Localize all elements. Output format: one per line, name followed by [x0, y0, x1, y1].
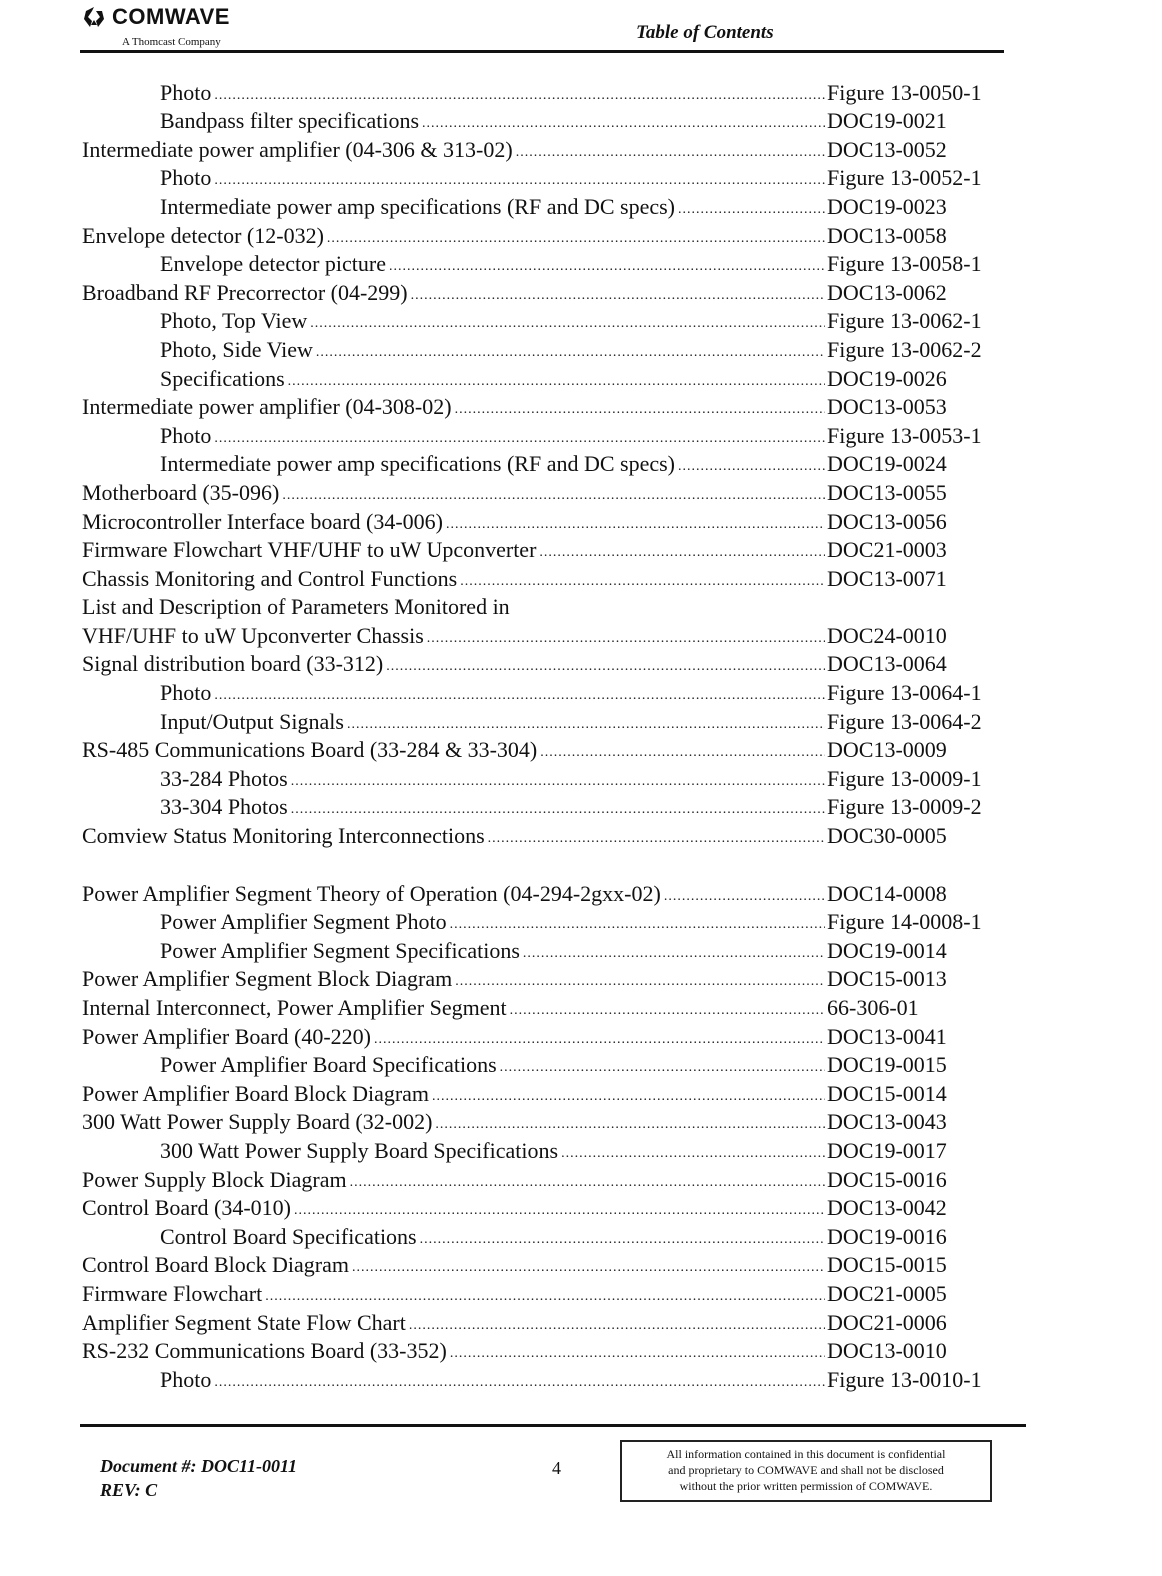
dot-leader [374, 1031, 825, 1049]
toc-entry-reference: DOC19-0016 [827, 1223, 947, 1249]
dot-leader [294, 1202, 825, 1220]
dot-leader [310, 315, 825, 333]
toc-entry-reference: DOC19-0017 [827, 1137, 947, 1163]
toc-entry-title: Broadband RF Precorrector (04-299) [82, 281, 411, 305]
toc-entry [0, 1134, 1007, 1163]
company-logo [82, 4, 230, 30]
dot-leader [386, 658, 825, 676]
toc-entry-reference: Figure 14-0008-1 [827, 909, 982, 935]
toc-entry-reference: DOC13-0056 [827, 508, 947, 534]
section-gap [0, 848, 1162, 877]
toc-entry-title: Photo [160, 681, 214, 705]
confidentiality-notice [620, 1440, 992, 1502]
toc-entry-title: RS-485 Communications Board (33-284 & 33-304) [82, 738, 540, 762]
dot-leader [539, 544, 825, 562]
toc-entry-reference: DOC13-0058 [827, 222, 947, 248]
toc-entry-title: Photo [160, 166, 214, 190]
dot-leader [432, 1088, 825, 1106]
dot-leader [352, 1259, 825, 1277]
toc-entry-reference: DOC13-0010 [827, 1338, 947, 1364]
page-number: 4 [552, 1458, 561, 1478]
toc-section-2 [0, 877, 1162, 1392]
toc-entry-reference: DOC13-0071 [827, 565, 947, 591]
toc-entry-reference: DOC19-0024 [827, 451, 947, 477]
toc-entry-title: Power Amplifier Board Specifications [160, 1053, 500, 1077]
toc-entry [0, 1249, 1007, 1278]
dot-leader [214, 172, 825, 190]
dot-leader [427, 630, 825, 648]
toc-entry-title: Internal Interconnect, Power Amplifier Segment [82, 996, 510, 1020]
dot-leader [214, 1374, 825, 1392]
toc-entry-reference: DOC19-0015 [827, 1052, 947, 1078]
toc-entry-title: Power Amplifier Segment Theory of Operation (04-294-2gxx-02) [82, 882, 664, 906]
toc-entry [0, 591, 1007, 620]
toc-entry [0, 219, 1007, 248]
toc-entry-reference: Figure 13-0053-1 [827, 422, 982, 448]
toc-entry [0, 105, 1007, 134]
dot-leader [420, 1231, 825, 1249]
toc-entry-reference: DOC13-0041 [827, 1023, 947, 1049]
dot-leader [291, 773, 825, 791]
dot-leader [350, 1174, 825, 1192]
dot-leader [561, 1145, 825, 1163]
toc-entry-title: Power Amplifier Segment Photo [160, 910, 450, 934]
toc-entry-title: Envelope detector (12-032) [82, 224, 327, 248]
toc-entry-title: Firmware Flowchart VHF/UHF to uW Upconverter [82, 538, 539, 562]
toc-entry [0, 562, 1007, 591]
confidentiality-line: without the prior written permission of COMWAVE. [679, 1479, 933, 1493]
toc-entry [0, 619, 1007, 648]
dot-leader [455, 973, 825, 991]
toc-entry-title: 300 Watt Power Supply Board (32-002) [82, 1110, 435, 1134]
toc-entry-title: Intermediate power amp specifications (RF and DC specs) [160, 195, 678, 219]
toc-entry-reference: Figure 13-0064-1 [827, 680, 982, 706]
toc-entry-title: Power Amplifier Board (40-220) [82, 1025, 374, 1049]
page-title: Table of Contents [636, 22, 774, 43]
dot-leader [265, 1288, 825, 1306]
toc-entry-reference: Figure 13-0058-1 [827, 251, 982, 277]
dot-leader [411, 287, 825, 305]
toc-entry [0, 791, 1007, 820]
dot-leader [422, 115, 825, 133]
toc-entry-reference: DOC15-0014 [827, 1080, 947, 1106]
toc-entry-reference: Figure 13-0010-1 [827, 1366, 982, 1392]
toc-entry [0, 190, 1007, 219]
toc-entry [0, 476, 1007, 505]
dot-leader [316, 344, 825, 362]
toc-entry-reference: Figure 13-0052-1 [827, 165, 982, 191]
footer-divider [80, 1424, 1026, 1427]
toc-entry-reference: DOC13-0055 [827, 479, 947, 505]
toc-entry-title: 300 Watt Power Supply Board Specifications [160, 1139, 561, 1163]
toc-entry-title: 33-284 Photos [160, 767, 291, 791]
toc-entry [0, 1335, 1007, 1364]
toc-entry-title: Power Amplifier Board Block Diagram [82, 1082, 432, 1106]
dot-leader [389, 258, 825, 276]
toc-entry-title: Photo [160, 1368, 214, 1392]
toc-entry [0, 676, 1007, 705]
confidentiality-line: All information contained in this document is confidential [666, 1447, 946, 1461]
toc-entry-title: 33-304 Photos [160, 795, 291, 819]
toc-entry-reference: DOC13-0052 [827, 136, 947, 162]
toc-entry [0, 362, 1007, 391]
dot-leader [409, 1317, 825, 1335]
company-tagline: A Thomcast Company [122, 36, 221, 48]
dot-leader [214, 430, 825, 448]
toc-entry-reference: Figure 13-0050-1 [827, 79, 982, 105]
toc-entry-reference: Figure 13-0009-1 [827, 765, 982, 791]
toc-entry-reference: DOC19-0023 [827, 193, 947, 219]
dot-leader [214, 687, 825, 705]
dot-leader [288, 373, 825, 391]
toc-entry-title: Intermediate power amp specifications (RF and DC specs) [160, 452, 678, 476]
dot-leader [460, 573, 825, 591]
toc-entry-title: Input/Output Signals [160, 710, 347, 734]
dot-leader [455, 401, 825, 419]
toc-entry [0, 505, 1007, 534]
toc-entry-reference: DOC24-0010 [827, 622, 947, 648]
toc-entry-reference: DOC19-0026 [827, 365, 947, 391]
toc-entry-reference: DOC15-0015 [827, 1252, 947, 1278]
toc-entry-reference: DOC19-0021 [827, 108, 947, 134]
toc-entry-reference: DOC13-0064 [827, 651, 947, 677]
toc-entry [0, 333, 1007, 362]
toc-entry [0, 1306, 1007, 1335]
toc-entry [0, 419, 1007, 448]
toc-entry-title: Intermediate power amplifier (04-306 & 313-02) [82, 138, 516, 162]
toc-entry [0, 877, 1007, 906]
toc-entry-title: Control Board Specifications [160, 1225, 420, 1249]
toc-entry-title: Signal distribution board (33-312) [82, 652, 386, 676]
table-of-contents [0, 76, 1162, 1392]
toc-entry-title: Photo [160, 424, 214, 448]
toc-entry [0, 1277, 1007, 1306]
toc-entry [0, 705, 1007, 734]
toc-entry [0, 1106, 1007, 1135]
toc-entry [0, 1077, 1007, 1106]
toc-entry [0, 248, 1007, 277]
confidentiality-line: and proprietary to COMWAVE and shall not be disclosed [668, 1463, 944, 1477]
dot-leader [450, 1345, 825, 1363]
toc-entry-title: Bandpass filter specifications [160, 109, 422, 133]
dot-leader [664, 888, 825, 906]
toc-entry-reference: DOC21-0006 [827, 1309, 947, 1335]
dot-leader [435, 1116, 825, 1134]
toc-entry-title: Control Board (34-010) [82, 1196, 294, 1220]
toc-section-1 [0, 76, 1162, 848]
dot-leader [327, 230, 825, 248]
toc-entry [0, 76, 1007, 105]
toc-entry [0, 1049, 1007, 1078]
toc-entry [0, 1192, 1007, 1221]
toc-entry-reference: DOC15-0013 [827, 966, 947, 992]
toc-entry-title: Power Amplifier Segment Specifications [160, 939, 523, 963]
toc-entry [0, 1363, 1007, 1392]
comwave-logo-icon [82, 5, 106, 29]
toc-entry [0, 906, 1007, 935]
dot-leader [347, 716, 825, 734]
toc-entry [0, 1220, 1007, 1249]
toc-entry [0, 534, 1007, 563]
toc-entry [0, 963, 1007, 992]
dot-leader [488, 830, 825, 848]
toc-entry-title: Amplifier Segment State Flow Chart [82, 1311, 409, 1335]
toc-entry-title: List and Description of Parameters Monitored in [82, 595, 513, 619]
toc-entry-title: Motherboard (35-096) [82, 481, 282, 505]
toc-entry-title: Envelope detector picture [160, 252, 389, 276]
dot-leader [678, 201, 825, 219]
toc-entry [0, 1020, 1007, 1049]
toc-entry-title: Photo, Top View [160, 309, 310, 333]
toc-entry-reference: DOC15-0016 [827, 1166, 947, 1192]
dot-leader [540, 744, 825, 762]
toc-entry-title: VHF/UHF to uW Upconverter Chassis [82, 624, 427, 648]
document-info [100, 1454, 297, 1502]
toc-entry-reference: DOC14-0008 [827, 880, 947, 906]
toc-entry-reference: Figure 13-0064-2 [827, 708, 982, 734]
toc-entry-title: Specifications [160, 367, 288, 391]
toc-entry-title: Power Supply Block Diagram [82, 1168, 350, 1192]
toc-entry [0, 991, 1007, 1020]
toc-entry-title: Photo, Side View [160, 338, 316, 362]
toc-entry-reference: DOC19-0014 [827, 937, 947, 963]
toc-entry-reference: 66-306-01 [827, 995, 919, 1020]
toc-entry [0, 133, 1007, 162]
dot-leader [523, 945, 825, 963]
dot-leader [450, 916, 825, 934]
toc-entry [0, 162, 1007, 191]
toc-entry [0, 819, 1007, 848]
toc-entry-title: Control Board Block Diagram [82, 1253, 352, 1277]
toc-entry [0, 762, 1007, 791]
toc-entry [0, 734, 1007, 763]
toc-entry-reference: DOC21-0003 [827, 537, 947, 563]
toc-entry [0, 648, 1007, 677]
toc-entry-reference: Figure 13-0062-2 [827, 336, 982, 362]
toc-entry-title: Chassis Monitoring and Control Functions [82, 567, 460, 591]
dot-leader [500, 1059, 825, 1077]
toc-entry-title: Intermediate power amplifier (04-308-02) [82, 395, 455, 419]
toc-entry [0, 1163, 1007, 1192]
toc-entry-reference: DOC13-0009 [827, 737, 947, 763]
toc-entry-title: Power Amplifier Segment Block Diagram [82, 967, 455, 991]
dot-leader [291, 801, 825, 819]
toc-entry-reference: DOC13-0043 [827, 1109, 947, 1135]
toc-entry-reference: DOC13-0062 [827, 279, 947, 305]
toc-entry-reference: DOC21-0005 [827, 1280, 947, 1306]
dot-leader [282, 487, 825, 505]
toc-entry-reference: Figure 13-0009-2 [827, 794, 982, 820]
toc-entry-reference: DOC30-0005 [827, 823, 947, 849]
toc-entry [0, 305, 1007, 334]
dot-leader [446, 516, 825, 534]
toc-entry [0, 391, 1007, 420]
toc-entry-title: RS-232 Communications Board (33-352) [82, 1339, 450, 1363]
toc-entry-title: Microcontroller Interface board (34-006) [82, 510, 446, 534]
toc-entry [0, 934, 1007, 963]
toc-entry-title: Photo [160, 81, 214, 105]
dot-leader [516, 144, 825, 162]
toc-entry-reference: DOC13-0053 [827, 394, 947, 420]
dot-leader [678, 458, 825, 476]
company-name: COMWAVE [112, 4, 230, 29]
toc-entry [0, 276, 1007, 305]
dot-leader [510, 1002, 825, 1020]
dot-leader [214, 87, 825, 105]
header-divider [80, 50, 1004, 53]
toc-entry-title: Firmware Flowchart [82, 1282, 265, 1306]
toc-entry-reference: Figure 13-0062-1 [827, 308, 982, 334]
toc-entry-title: Comview Status Monitoring Interconnections [82, 824, 488, 848]
document-number: Document #: DOC11-0011 [100, 1456, 298, 1476]
toc-entry [0, 448, 1007, 477]
toc-entry-reference: DOC13-0042 [827, 1195, 947, 1221]
revision: REV: C [100, 1480, 158, 1500]
